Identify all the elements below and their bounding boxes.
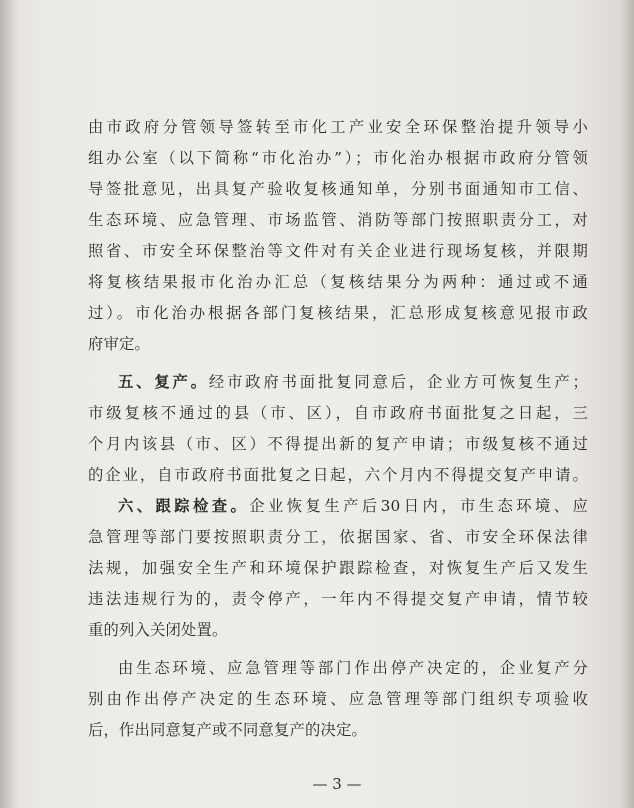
paragraph-review-procedure bbox=[88, 112, 588, 360]
text-span: 经市政府书面批复同意后，企业方可恢复生产； bbox=[208, 373, 588, 391]
text-line: 重的列入关闭处置。 bbox=[88, 621, 228, 639]
paragraph-follow-up-inspection bbox=[88, 491, 588, 646]
text-line: 府审定。 bbox=[88, 335, 150, 353]
text-line: 照省、市安全环保整治等文件对有关企业进行现场复核，并限期 bbox=[88, 242, 588, 260]
page-number: — 3 — bbox=[312, 775, 362, 793]
text-span: 企业恢复生产后30日内，市生态环境、应 bbox=[249, 497, 588, 515]
text-line: 将复核结果报市化治办汇总（复核结果分为两种：通过或不通 bbox=[88, 273, 588, 291]
document-body bbox=[88, 112, 588, 746]
text-line: 过）。市化治办根据各部门复核结果，汇总形成复核意见报市政 bbox=[88, 304, 588, 322]
text-line bbox=[88, 367, 588, 398]
paragraph-special-acceptance bbox=[88, 653, 588, 746]
page-shadow-right bbox=[620, 0, 634, 808]
text-line: 个月内该县（市、区）不得提出新的复产申请；市级复核不通过 bbox=[88, 435, 588, 453]
text-line: 急管理等部门要按照职责分工，依据国家、省、市安全环保法律 bbox=[88, 528, 588, 546]
text-line: 生态环境、应急管理、市场监管、消防等部门按照职责分工，对 bbox=[88, 211, 588, 229]
text-line: 组办公室（以下简称“市化治办”）；市化治办根据市政府分管领 bbox=[88, 149, 588, 167]
paragraph-resume-production bbox=[88, 367, 588, 491]
section-heading: 六、跟踪检查。 bbox=[118, 497, 250, 515]
text-line: 别由作出停产决定的生态环境、应急管理等部门组织专项验收 bbox=[88, 690, 588, 708]
text-line: 市级复核不通过的县（市、区），自市政府书面批复之日起，三 bbox=[88, 404, 588, 422]
text-line bbox=[88, 491, 588, 522]
page-shadow-left bbox=[0, 0, 18, 808]
text-line: 法规，加强安全生产和环境保护跟踪检查，对恢复生产后又发生 bbox=[88, 559, 588, 577]
text-line: 的企业，自市政府书面批复之日起，六个月内不得提交复产申请。 bbox=[88, 466, 588, 484]
text-line: 由市政府分管领导签转至市化工产业安全环保整治提升领导小 bbox=[88, 118, 588, 136]
text-line: 后，作出同意复产或不同意复产的决定。 bbox=[88, 721, 367, 739]
section-heading: 五、复产。 bbox=[118, 373, 209, 391]
text-line: 违法违规行为的，责令停产，一年内不得提交复产申请，情节较 bbox=[88, 590, 588, 608]
text-line: 由生态环境、应急管理等部门作出停产决定的，企业复产分 bbox=[118, 659, 588, 677]
text-line: 导签批意见，出具复产验收复核通知单，分别书面通知市工信、 bbox=[88, 180, 588, 198]
